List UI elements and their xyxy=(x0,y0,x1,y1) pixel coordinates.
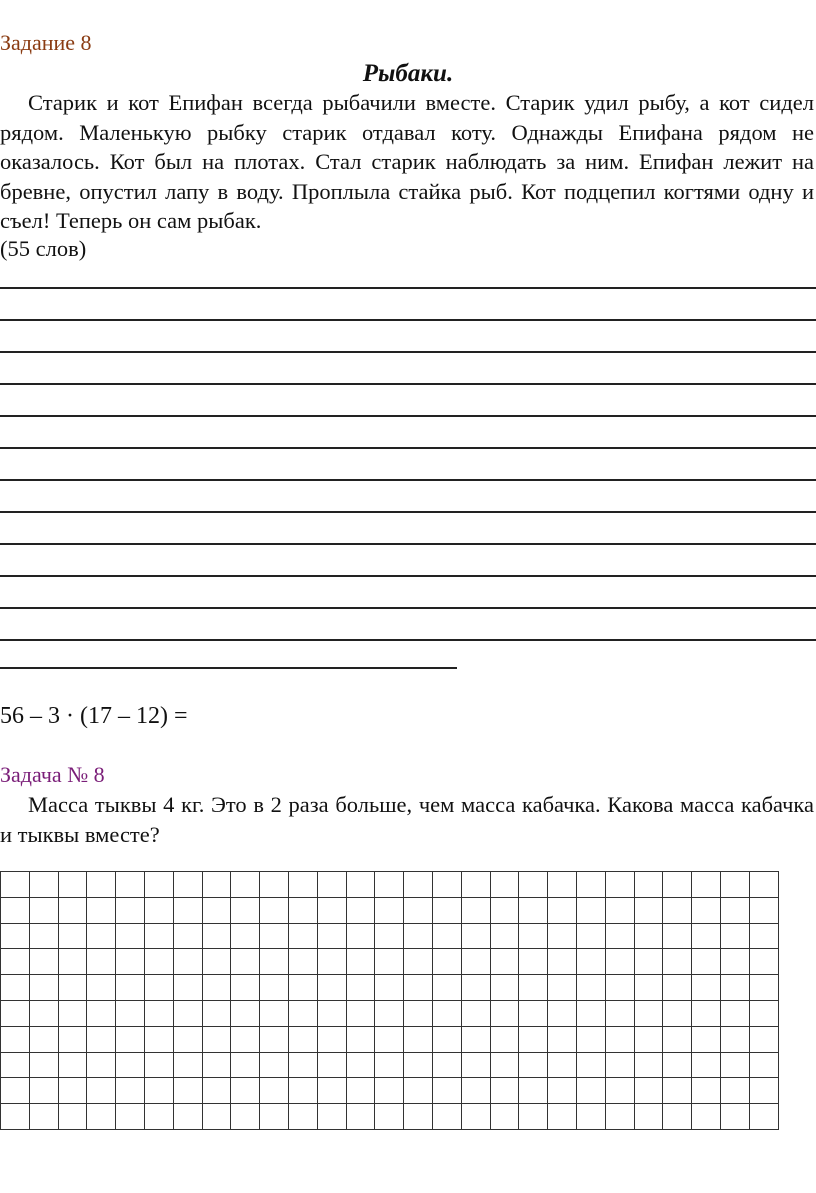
grid-cell xyxy=(490,897,519,923)
grid-cell xyxy=(346,975,375,1001)
grid-cell xyxy=(288,949,317,975)
grid-cell xyxy=(231,923,260,949)
writing-line-short xyxy=(0,667,457,669)
grid-cell xyxy=(576,897,605,923)
grid-cell xyxy=(116,949,145,975)
grid-cell xyxy=(605,975,634,1001)
grid-cell xyxy=(548,1000,577,1026)
grid-cell xyxy=(173,923,202,949)
grid-cell xyxy=(58,872,87,898)
grid-cell xyxy=(519,1000,548,1026)
grid-cell xyxy=(375,1000,404,1026)
grid-cell xyxy=(288,1026,317,1052)
grid-cell xyxy=(490,1000,519,1026)
grid-cell xyxy=(634,1078,663,1104)
grid-cell xyxy=(173,949,202,975)
grid-cell xyxy=(202,1104,231,1130)
grid-cell xyxy=(1,872,30,898)
grid-cell xyxy=(519,949,548,975)
grid-cell xyxy=(116,1052,145,1078)
grid-cell xyxy=(144,1026,173,1052)
grid-cell xyxy=(260,1078,289,1104)
grid-cell xyxy=(87,897,116,923)
grid-cell xyxy=(548,1026,577,1052)
grid-cell xyxy=(548,975,577,1001)
grid-cell xyxy=(144,1000,173,1026)
grid-cell xyxy=(432,872,461,898)
grid-cell xyxy=(144,872,173,898)
grid-cell xyxy=(144,975,173,1001)
grid-cell xyxy=(605,1104,634,1130)
grid-cell xyxy=(749,1052,778,1078)
grid-cell xyxy=(605,1026,634,1052)
grid-cell xyxy=(692,975,721,1001)
writing-line xyxy=(0,351,816,353)
grid-cell xyxy=(634,975,663,1001)
grid-cell xyxy=(692,1104,721,1130)
grid-cell xyxy=(29,1052,58,1078)
grid-cell xyxy=(173,975,202,1001)
grid-cell xyxy=(432,1026,461,1052)
grid-cell xyxy=(317,923,346,949)
grid-cell xyxy=(58,1052,87,1078)
grid-cell xyxy=(548,872,577,898)
grid-cell xyxy=(720,975,749,1001)
grid-cell xyxy=(116,1078,145,1104)
answer-grid xyxy=(0,871,779,1130)
grid-cell xyxy=(519,1052,548,1078)
grid-cell xyxy=(404,923,433,949)
grid-cell xyxy=(576,1078,605,1104)
grid-cell xyxy=(432,1078,461,1104)
grid-cell xyxy=(1,949,30,975)
grid-cell xyxy=(490,1078,519,1104)
grid-cell xyxy=(576,1026,605,1052)
grid-cell xyxy=(375,923,404,949)
grid-cell xyxy=(490,872,519,898)
grid-cell xyxy=(231,897,260,923)
grid-cell xyxy=(87,1078,116,1104)
grid-cell xyxy=(29,949,58,975)
grid-cell xyxy=(1,975,30,1001)
grid-cell xyxy=(260,872,289,898)
grid-cell xyxy=(173,1052,202,1078)
writing-line xyxy=(0,319,816,321)
writing-line xyxy=(0,607,816,609)
grid-cell xyxy=(634,1026,663,1052)
grid-cell xyxy=(692,872,721,898)
grid-cell xyxy=(29,1078,58,1104)
grid-cell xyxy=(260,1026,289,1052)
writing-line xyxy=(0,447,816,449)
grid-cell xyxy=(404,1078,433,1104)
grid-cell xyxy=(58,1104,87,1130)
grid-cell xyxy=(58,1026,87,1052)
grid-cell xyxy=(576,1052,605,1078)
grid-cell xyxy=(404,949,433,975)
grid-cell xyxy=(404,1052,433,1078)
grid-cell xyxy=(202,872,231,898)
grid-cell xyxy=(1,1026,30,1052)
grid-cell xyxy=(260,897,289,923)
grid-cell xyxy=(634,872,663,898)
grid-cell xyxy=(346,1000,375,1026)
grid-cell xyxy=(605,949,634,975)
grid-cell xyxy=(288,1052,317,1078)
grid-cell xyxy=(461,949,490,975)
grid-cell xyxy=(490,1104,519,1130)
grid-cell xyxy=(375,1026,404,1052)
grid-cell xyxy=(576,975,605,1001)
grid-cell xyxy=(317,1104,346,1130)
grid-cell xyxy=(461,1104,490,1130)
grid-cell xyxy=(173,1026,202,1052)
grid-cell xyxy=(720,923,749,949)
grid-cell xyxy=(346,1026,375,1052)
grid-cell xyxy=(202,923,231,949)
grid-cell xyxy=(663,975,692,1001)
grid-cell xyxy=(490,1052,519,1078)
grid-cell xyxy=(576,923,605,949)
grid-cell xyxy=(116,1000,145,1026)
grid-cell xyxy=(317,1000,346,1026)
grid-cell xyxy=(116,975,145,1001)
writing-line xyxy=(0,511,816,513)
grid-cell xyxy=(432,1000,461,1026)
grid-cell xyxy=(58,1078,87,1104)
grid-cell xyxy=(663,1026,692,1052)
grid-cell xyxy=(1,1052,30,1078)
grid-cell xyxy=(461,1026,490,1052)
grid-cell xyxy=(288,897,317,923)
grid-cell xyxy=(461,872,490,898)
grid-cell xyxy=(605,1078,634,1104)
grid-cell xyxy=(231,1078,260,1104)
grid-cell xyxy=(288,1104,317,1130)
grid-cell xyxy=(605,923,634,949)
grid-cell xyxy=(663,1052,692,1078)
grid-cell xyxy=(317,1052,346,1078)
grid-cell xyxy=(605,872,634,898)
grid-cell xyxy=(461,975,490,1001)
grid-cell xyxy=(1,923,30,949)
grid-cell xyxy=(1,1104,30,1130)
story-title: Рыбаки. xyxy=(362,60,454,87)
grid-cell xyxy=(288,1078,317,1104)
grid-cell xyxy=(58,949,87,975)
grid-cell xyxy=(720,1052,749,1078)
word-count: (55 слов) xyxy=(0,236,87,261)
grid-cell xyxy=(29,897,58,923)
grid-cell xyxy=(720,1078,749,1104)
writing-line xyxy=(0,543,816,545)
grid-cell xyxy=(490,1026,519,1052)
grid-cell xyxy=(576,1000,605,1026)
grid-cell xyxy=(749,923,778,949)
grid-cell xyxy=(231,1052,260,1078)
story-text: Старик и кот Епифан всегда рыбачили вместе. Старик удил рыбу, а кот сидел рядом. Маленькую рыбку старик отдавал коту. Однажды Епифана рядом не оказалось. Кот был на плотах. Стал старик наблюдать за ним. Епифан лежит на бревне, опустил лапу в воду. Проплыла стайка рыб. Кот подцепил когтями одну и съел! Теперь он сам рыбак. xyxy=(0,90,814,233)
grid-cell xyxy=(749,949,778,975)
grid-cell xyxy=(288,872,317,898)
grid-cell xyxy=(29,1000,58,1026)
grid-cell xyxy=(202,1026,231,1052)
grid-cell xyxy=(116,897,145,923)
grid-cell xyxy=(634,1052,663,1078)
grid-cell xyxy=(317,975,346,1001)
writing-line xyxy=(0,575,816,577)
grid-cell xyxy=(87,923,116,949)
grid-cell xyxy=(634,897,663,923)
grid-cell xyxy=(231,1104,260,1130)
grid-cell xyxy=(548,1052,577,1078)
grid-cell xyxy=(29,975,58,1001)
grid-cell xyxy=(346,923,375,949)
grid-cell xyxy=(1,897,30,923)
grid-cell xyxy=(461,923,490,949)
grid-cell xyxy=(173,1078,202,1104)
grid-cell xyxy=(720,897,749,923)
grid-cell xyxy=(749,975,778,1001)
grid-cell xyxy=(519,975,548,1001)
grid-cell xyxy=(634,923,663,949)
grid-cell xyxy=(634,949,663,975)
grid-cell xyxy=(116,872,145,898)
grid-cell xyxy=(260,975,289,1001)
grid-cell xyxy=(29,872,58,898)
grid-cell xyxy=(519,1078,548,1104)
writing-line xyxy=(0,479,816,481)
grid-cell xyxy=(144,1078,173,1104)
grid-cell xyxy=(605,897,634,923)
grid-cell xyxy=(346,897,375,923)
grid-cell xyxy=(605,1000,634,1026)
grid-cell xyxy=(87,1104,116,1130)
grid-cell xyxy=(692,1052,721,1078)
grid-cell xyxy=(749,872,778,898)
grid-cell xyxy=(375,897,404,923)
grid-cell xyxy=(720,1026,749,1052)
grid-cell xyxy=(29,1026,58,1052)
grid-cell xyxy=(87,1052,116,1078)
grid-cell xyxy=(317,949,346,975)
grid-cell xyxy=(58,923,87,949)
grid-cell xyxy=(29,1104,58,1130)
grid-cell xyxy=(58,975,87,1001)
grid-cell xyxy=(749,1000,778,1026)
grid-cell xyxy=(288,1000,317,1026)
grid-cell xyxy=(548,897,577,923)
grid-cell xyxy=(720,872,749,898)
grid-cell xyxy=(173,897,202,923)
grid-cell xyxy=(692,1078,721,1104)
grid-cell xyxy=(519,1104,548,1130)
grid-cell xyxy=(346,1078,375,1104)
grid-cell xyxy=(231,872,260,898)
grid-cell xyxy=(490,923,519,949)
grid-cell xyxy=(87,949,116,975)
grid-cell xyxy=(692,1000,721,1026)
writing-line xyxy=(0,287,816,289)
grid-cell xyxy=(87,1000,116,1026)
grid-cell xyxy=(404,1000,433,1026)
grid-cell xyxy=(29,923,58,949)
grid-cell xyxy=(548,949,577,975)
grid-cell xyxy=(519,1026,548,1052)
grid-cell xyxy=(749,1026,778,1052)
writing-line xyxy=(0,383,816,385)
grid-cell xyxy=(144,1052,173,1078)
grid-cell xyxy=(202,897,231,923)
grid-cell xyxy=(317,897,346,923)
grid-cell xyxy=(634,1000,663,1026)
grid-cell xyxy=(202,1078,231,1104)
grid-cell xyxy=(663,949,692,975)
grid-cell xyxy=(260,923,289,949)
grid-cell xyxy=(461,897,490,923)
grid-cell xyxy=(432,949,461,975)
grid-cell xyxy=(663,1000,692,1026)
grid-cell xyxy=(432,897,461,923)
grid-cell xyxy=(231,1026,260,1052)
problem-heading: Задача № 8 xyxy=(0,762,105,787)
grid-cell xyxy=(317,1078,346,1104)
grid-cell xyxy=(87,872,116,898)
grid-cell xyxy=(58,1000,87,1026)
grid-cell xyxy=(490,949,519,975)
grid-cell xyxy=(749,1104,778,1130)
grid-cell xyxy=(634,1104,663,1130)
grid-cell xyxy=(692,897,721,923)
grid-cell xyxy=(692,1026,721,1052)
grid-cell xyxy=(173,1104,202,1130)
grid-cell xyxy=(1,1078,30,1104)
grid-cell xyxy=(461,1078,490,1104)
grid-cell xyxy=(663,1078,692,1104)
grid-cell xyxy=(260,1000,289,1026)
grid-cell xyxy=(720,949,749,975)
grid-cell xyxy=(548,1078,577,1104)
writing-line xyxy=(0,639,816,641)
grid-cell xyxy=(749,897,778,923)
grid-cell xyxy=(231,975,260,1001)
grid-cell xyxy=(663,1104,692,1130)
grid-cell xyxy=(288,975,317,1001)
grid-cell xyxy=(144,897,173,923)
grid-cell xyxy=(260,949,289,975)
grid-cell xyxy=(202,1000,231,1026)
grid-cell xyxy=(692,949,721,975)
problem-text: Масса тыквы 4 кг. Это в 2 раза больше, чем масса кабачка. Какова масса кабачка и тыквы вместе? xyxy=(0,792,814,847)
grid-cell xyxy=(87,1026,116,1052)
grid-cell xyxy=(346,872,375,898)
grid-cell xyxy=(692,923,721,949)
grid-cell xyxy=(720,1104,749,1130)
grid-cell xyxy=(519,872,548,898)
grid-cell xyxy=(576,1104,605,1130)
grid-cell xyxy=(116,1026,145,1052)
grid-cell xyxy=(202,1052,231,1078)
grid-cell xyxy=(317,1026,346,1052)
grid-cell xyxy=(432,923,461,949)
grid-cell xyxy=(202,949,231,975)
grid-cell xyxy=(116,1104,145,1130)
grid-cell xyxy=(663,923,692,949)
grid-cell xyxy=(749,1078,778,1104)
grid-cell xyxy=(346,1052,375,1078)
grid-cell xyxy=(720,1000,749,1026)
grid-cell xyxy=(576,949,605,975)
grid-cell xyxy=(58,897,87,923)
grid-cell xyxy=(404,975,433,1001)
grid-cell xyxy=(116,923,145,949)
grid-cell xyxy=(87,975,116,1001)
grid-cell xyxy=(404,1026,433,1052)
grid-cell xyxy=(576,872,605,898)
grid-cell xyxy=(432,1104,461,1130)
grid-cell xyxy=(346,949,375,975)
grid-cell xyxy=(144,949,173,975)
task-heading: Задание 8 xyxy=(0,30,92,55)
grid-cell xyxy=(375,949,404,975)
grid-cell xyxy=(663,872,692,898)
grid-cell xyxy=(404,1104,433,1130)
grid-cell xyxy=(260,1052,289,1078)
grid-cell xyxy=(231,949,260,975)
grid-cell xyxy=(375,1052,404,1078)
grid-cell xyxy=(605,1052,634,1078)
math-expression: 56 – 3 · (17 – 12) = xyxy=(0,703,188,729)
grid-cell xyxy=(663,897,692,923)
grid-cell xyxy=(432,975,461,1001)
grid-cell xyxy=(375,975,404,1001)
grid-cell xyxy=(404,897,433,923)
grid-cell xyxy=(173,1000,202,1026)
grid-cell xyxy=(548,1104,577,1130)
grid-cell xyxy=(404,872,433,898)
grid-cell xyxy=(260,1104,289,1130)
grid-cell xyxy=(288,923,317,949)
grid-cell xyxy=(144,1104,173,1130)
grid-cell xyxy=(432,1052,461,1078)
grid-cell xyxy=(144,923,173,949)
grid-cell xyxy=(519,923,548,949)
grid-cell xyxy=(202,975,231,1001)
grid-cell xyxy=(173,872,202,898)
grid-cell xyxy=(346,1104,375,1130)
grid-cell xyxy=(1,1000,30,1026)
grid-cell xyxy=(375,872,404,898)
grid-cell xyxy=(375,1104,404,1130)
grid-cell xyxy=(461,1000,490,1026)
grid-cell xyxy=(317,872,346,898)
grid-cell xyxy=(461,1052,490,1078)
grid-cell xyxy=(548,923,577,949)
grid-cell xyxy=(375,1078,404,1104)
grid-cell xyxy=(231,1000,260,1026)
grid-cell xyxy=(490,975,519,1001)
grid-cell xyxy=(519,897,548,923)
writing-line xyxy=(0,415,816,417)
